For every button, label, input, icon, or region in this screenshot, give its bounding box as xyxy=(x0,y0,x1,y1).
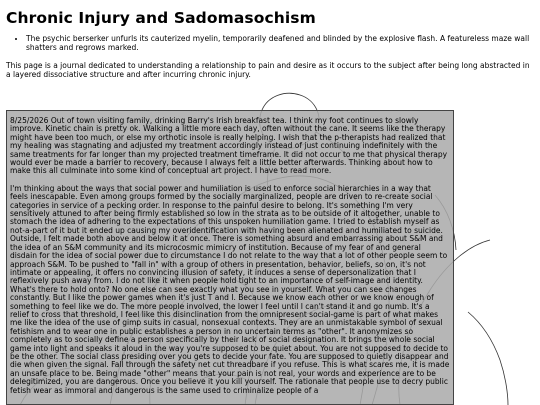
journal-entry-box xyxy=(6,110,454,405)
intro-paragraph: This page is a journal dedicated to understanding a relationship to pain and desire as it occurs to the subject after being long abstracted in a layered dissociative structure and after incurring chronic injury. xyxy=(6,61,530,79)
page-title: Chronic Injury and Sadomasochism xyxy=(6,9,316,27)
page xyxy=(0,0,540,79)
bullet-list xyxy=(6,34,534,52)
journal-entry-paragraph: 8/25/2026 Out of town visiting family, drinking Barry's Irish breakfast tea. I think my foot continues to slowly improve. Kinetic chain is pretty ok. Walking a little more each day, often without the cane. It seems like the therapy might have been too much, or else my orthotic insole is really helping. I wish that the p-therapists had realized that my healing was stagnating and adjusted my treatment accordingly instead of just continuing indefinitely with the same treatments for far longer than my projected treatment timeframe. It did not occur to me that physical therapy would ever be made a barrier to recovery, because I always felt a little better afterwards. Thinking about how to make this all culminate into some kind of conceptual art project. I have to read more. xyxy=(10,116,448,176)
journal-entry-paragraph: I'm thinking about the ways that social power and humiliation is used to enforce social hierarchies in a way that feels inescapable. Even among groups formed by the socially marginalized, people are driven to re-create social categories in service of a pecking order. In response to the painful desire to belong. It's something I'm very sensitively attuned to after being firmly established so low in the strata as to be outside of it altogether, unable to stomach the idea of adhering to the expectations of this unspoken humiliation game. I tried to establish myself as not-a-part of it but it ended up causing my overidentification with having been alienated and humiliated to suicide. Outside, I felt made both above and below it at once. There is something absurd and embarrassing about S&M and the idea of an S&M community and its microcosmic mimicry of institution. Because of my fear of and general disdain for the idea of social power due to circumstance I do not relate to the way that a lot of other people seem to approach S&M. To be pushed to "fall in" with a group of others in presentation, behavior, beliefs, so on, it's not intimate or appealing, it offers no convincing illusion of safety, it induces a sense of depersonalization that I reflexively push away from. I do not like it when people hold tight to an importance of self-image and identity. What's there to hold onto? No one else can see exactly what you see in yourself. What you can see changes constantly. But I like the power games when it's just T and I. Because we know each other or we know enough of something to feel like we do. The more people involved, the lower I feel until I can't stand it and go numb. It's a relief to cross that threshold, I feel like this disinclination from the omnipresent social-game is part of what makes me like the idea of the use of gimp suits in casual, nonsexual contexts. They are an unmistakable symbol of sexual fetishism and to wear one in public establishes a person in no uncertain terms as "other". It anonymizes so completely as to socially define a person specifically by their lack of social designation. It brings the whole social game into light and speaks it aloud in the way you're supposed to be quiet about. You are not supposed to decide to be the other. The social class presiding over you gets to decide your fate. You are supposed to quietly disappear and die when given the signal. Fall through the safety net cut threadbare if you refuse. This is what scares me, it is made an unsafe place to be. Being made "other" means that your pain is not real, your words and experience are to be delegitimized, you are dangerous. Once you believe it you kill yourself. The rationale that people use to decry public fetish wear as immoral and dangerous is the same used to criminalize people of a xyxy=(10,183,450,395)
bullet-item: • The psychic berserker unfurls its cauterized myelin, temporarily deafened and blinded by the explosive flash. A featureless maze wall shatters and regrows marked. xyxy=(26,34,534,52)
